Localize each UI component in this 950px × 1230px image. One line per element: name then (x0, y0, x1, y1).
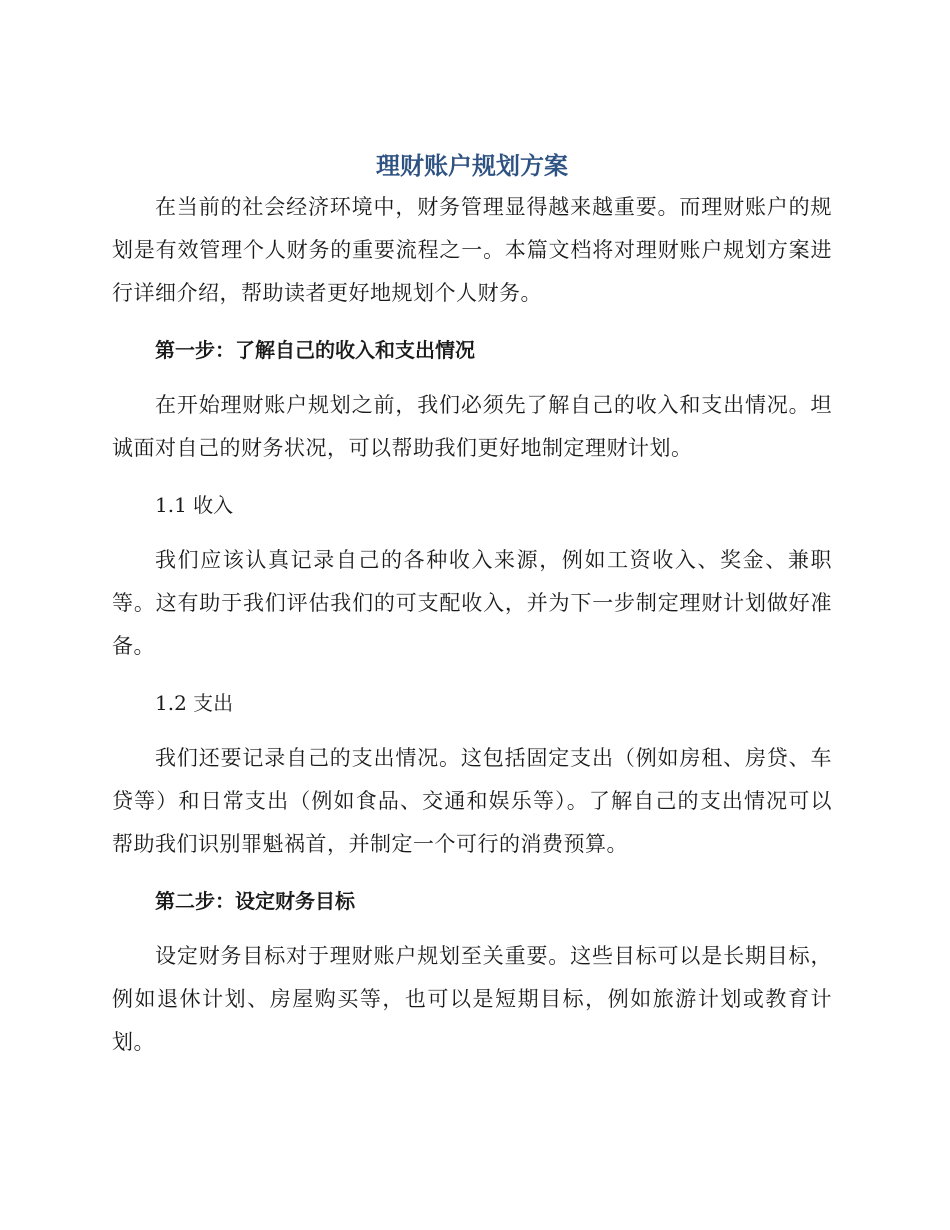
section-1-1-heading: 1.1 收入 (155, 493, 234, 517)
document-title: 理财账户规划方案 (376, 152, 568, 180)
intro-paragraph: 在当前的社会经济环境中，财务管理显得越来越重要。而理财账户的规划是有效管理个人财务的重要流程之一。本篇文档将对理财账户规划方案进行详细介绍，帮助读者更好地规划个人财务。 (112, 195, 832, 305)
step2-paragraph: 设定财务目标对于理财账户规划至关重要。这些目标可以是长期目标，例如退休计划、房屋购买等，也可以是短期目标，例如旅游计划或教育计划。 (112, 944, 832, 1054)
section-1-1-paragraph: 我们应该认真记录自己的各种收入来源，例如工资收入、奖金、兼职等。这有助于我们评估我们的可支配收入，并为下一步制定理财计划做好准备。 (112, 548, 832, 658)
step1-heading: 第一步：了解自己的收入和支出情况 (155, 338, 475, 362)
section-1-2-heading: 1.2 支出 (155, 691, 234, 715)
step1-paragraph: 在开始理财账户规划之前，我们必须先了解自己的收入和支出情况。坦诚面对自己的财务状况，可以帮助我们更好地制定理财计划。 (112, 393, 832, 460)
section-1-2-paragraph: 我们还要记录自己的支出情况。这包括固定支出（例如房租、房贷、车贷等）和日常支出（例如食品、交通和娱乐等）。了解自己的支出情况可以帮助我们识别罪魁祸首，并制定一个可行的消费预算。 (112, 746, 832, 856)
document-content (112, 146, 832, 1064)
step2-heading: 第二步：设定财务目标 (155, 889, 355, 913)
